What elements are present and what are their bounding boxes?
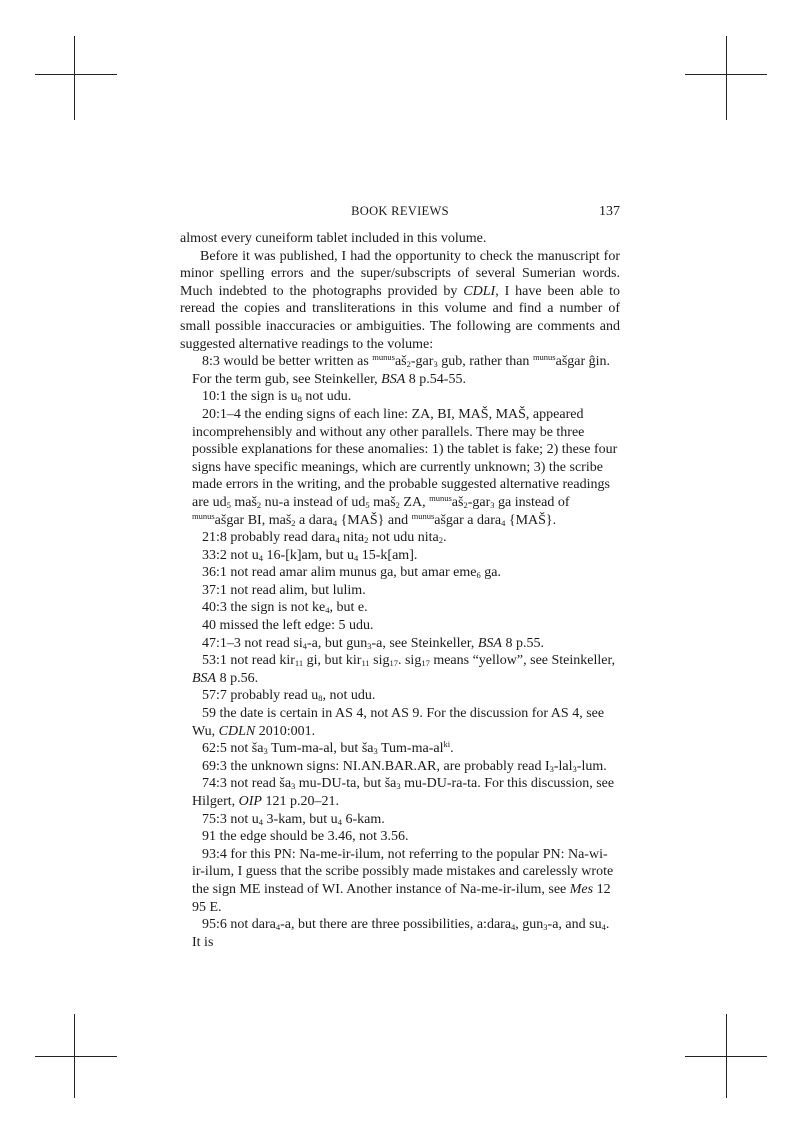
entry-20-1: 20:1–4 the ending signs of each line: ZA, BI, MAŠ, MAŠ, appeared incomprehensibly and without any other parallels. There may be three possible explanations for these anomalies: 1) the tablet is fake; 2) these four signs have specific meanings, which are currently unknown; 3) the scribe made errors in the writing, and the probable suggested alternative readings are $ud_5$ maš$_2$ nu-a instead of $ud_5$ maš$_2$ ZA, $^{munus}aš_2-gar_3$ ga instead of $^{munus}$ašgar BI, maš$_2$ a dara$_4$ {MAŠ} and $^{munus}$ašgar a dara$_4$ {MAŠ}. bbox=[192, 406, 618, 528]
running-head bbox=[180, 204, 620, 222]
intro-paragraph-1: almost every cuneiform tablet included in this volume. bbox=[180, 231, 487, 246]
page-number: 137 bbox=[599, 204, 620, 219]
entry-75-3: 75:3 not $u_4$ 3-kam, but $u_4$ 6-kam. bbox=[202, 811, 385, 827]
entry-57-7: 57:7 probably read $u_8$, not udu. bbox=[202, 688, 376, 704]
crop-mark-bottom-right-v bbox=[726, 1014, 727, 1098]
reading-list bbox=[180, 353, 620, 951]
entry-47-1: 47:1–3 not read $si_4-a$, but gun$_3$-a, see Steinkeller, BSA 8 p.55. bbox=[202, 635, 544, 651]
entry-36-1: 36:1 not read amar alim munus ga, but amar eme$_6$ ga. bbox=[202, 565, 501, 581]
entry-10-1: 10:1 the sign is $u_8$ not udu. bbox=[202, 389, 352, 405]
crop-mark-top-left-v bbox=[74, 36, 75, 120]
entry-91: 91 the edge should be 3.46, not 3.56. bbox=[202, 829, 409, 845]
crop-mark-top-right-v bbox=[726, 36, 727, 120]
entry-8-3: 8:3 would be better written as $^{munus}aš_2-gar_3$ gub, rather than $^{munus}$ašgar ĝin. For the term gub, see Steinkeller, BSA 8 p.54-55. bbox=[192, 352, 611, 387]
entry-21-8: 21:8 probably read dara$_4$ nita$_2$ not udu nita$_2$. bbox=[202, 530, 447, 546]
running-head-title: BOOK REVIEWS bbox=[351, 204, 449, 218]
entry-62-5: 62:5 not $ša_3$ Tum-ma-al, but $ša_3$ Tum-$ma-al^{ki}$. bbox=[202, 739, 454, 757]
crop-mark-top-left-h bbox=[35, 74, 117, 75]
entry-40: 40 missed the left edge: 5 udu. bbox=[202, 618, 374, 634]
intro-paragraph-2: Before it was published, I had the opportunity to check the manuscript for minor spelling errors and the super/subscripts of several Sumerian words. Much indebted to the photographs provided by CDLI, I have been able to reread the copies and transliterations in this volume and find a number of small possible inaccuracies or ambiguities. The following are comments and suggested alternative readings to the volume: bbox=[180, 248, 621, 352]
entry-40-3: 40:3 the sign is not $ke_4$, but e. bbox=[202, 600, 368, 616]
entry-95-6: 95:6 not dara$_4$-a, but there are three possibilities, a:dara$_4$, gun$_3$-a, and $su_4$. It is bbox=[192, 917, 610, 950]
entry-69-3: 69:3 the unknown signs: NI.AN.BAR.AR, are probably read $I_3-lal_3$-lum. bbox=[202, 758, 607, 774]
page-body bbox=[180, 230, 620, 951]
entry-93-4: 93:4 for this PN: Na-me-ir-ilum, not referring to the popular PN: Na-wi-ir-ilum, I guess that the scribe possibly made mistakes and carelessly wrote the sign ME instead of WI. Another instance of Na-me-ir-ilum, see Mes 12 95 E. bbox=[192, 846, 614, 915]
crop-mark-bottom-left-v bbox=[74, 1014, 75, 1098]
crop-mark-bottom-left-h bbox=[35, 1056, 117, 1057]
entry-37-1: 37:1 not read alim, but lulim. bbox=[202, 582, 366, 598]
entry-53-1: 53:1 not read kir$_{11}$ gi, but kir$_{11}$ sig$_{17}$. sig$_{17}$ means “yellow”, see Steinkeller, BSA 8 p.56. bbox=[192, 653, 616, 686]
entry-74-3: 74:3 not read $ša_3$ mu-DU-ta, but $ša_3$ mu-DU-ra-ta. For this discussion, see Hilgert, OIP 121 p.20–21. bbox=[192, 776, 615, 809]
entry-59: 59 the date is certain in AS 4, not AS 9. For the discussion for AS 4, see Wu, CDLN 2010:001. bbox=[192, 706, 605, 739]
entry-33-2: 33:2 not $u_4$ 16-[k]am, but $u_4$ 15-k[am]. bbox=[202, 547, 418, 563]
cdli-ref: CDLI bbox=[463, 283, 496, 299]
